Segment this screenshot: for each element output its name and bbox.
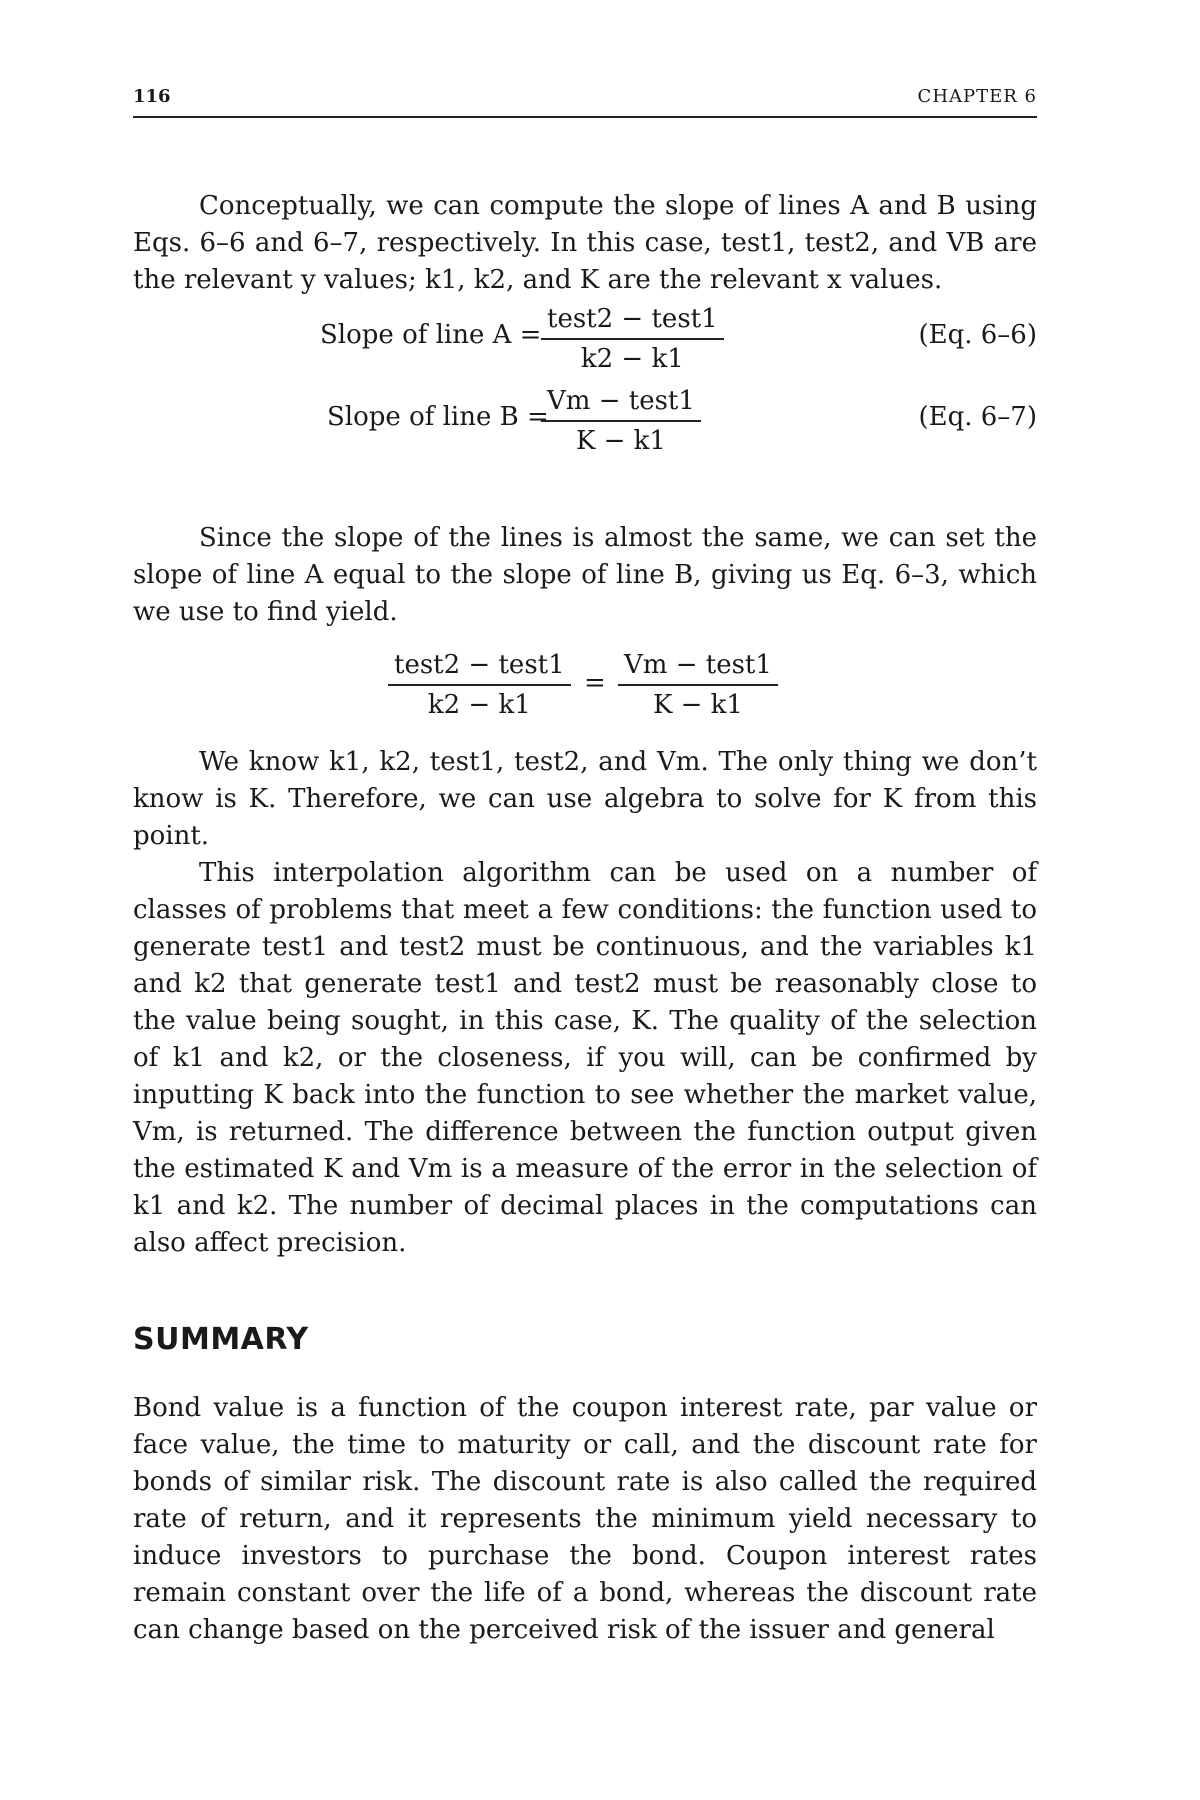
paragraph-summary: Bond value is a function of the coupon interest rate, par value or face value, the time to maturity or call, and the discount rate for bonds of similar risk. The discount rate is also called the required rate of return, and it represents the minimum yield necessary to induce investors to purchase the bond. Coupon interest rates remain constant over the life of a bond, whereas the discount rate can change based on the perceived risk of the issuer and general xyxy=(133,1393,1037,1645)
fraction-denominator: K − k1 xyxy=(575,426,666,456)
fraction-denominator: k2 − k1 xyxy=(580,344,684,374)
equation-tag: (Eq. 6–6) xyxy=(918,320,1037,350)
fraction-numerator: test2 − test1 xyxy=(541,302,724,340)
fraction-denominator: k2 − k1 xyxy=(427,690,531,720)
equation-6-6 xyxy=(133,302,1037,382)
equals-sign: = xyxy=(584,668,606,698)
chapter-label: CHAPTER 6 xyxy=(917,86,1037,107)
fraction-left xyxy=(388,648,571,722)
fraction-numerator: Vm − test1 xyxy=(541,384,701,422)
equation-lhs: Slope of line A = xyxy=(320,320,542,350)
fraction xyxy=(541,384,701,458)
paragraph-equal-slopes: Since the slope of the lines is almost the same, we can set the slope of line A equal to the slope of line B, giving us Eq. 6–3, which we use to find yield. xyxy=(133,523,1037,627)
equation-lhs: Slope of line B = xyxy=(327,402,549,432)
section-heading-summary: SUMMARY xyxy=(133,1322,309,1357)
fraction-numerator: test2 − test1 xyxy=(388,648,571,686)
fraction-denominator: K − k1 xyxy=(652,690,743,720)
paragraph-interpolation: This interpolation algorithm can be used on a number of classes of problems that meet a few conditions: the function used to generate test1 and test2 must be continuous, and the variables k1 and k2 that generate test1 and test2 must be reasonably close to the value being sought, in this case, K. The quality of the selection of k1 and k2, or the closeness, if you will, can be confirmed by inputting K back into the function to see whether the market value, Vm, is returned. The difference between the function output given the estimated K and Vm is a measure of the error in the selection of k1 and k2. The number of decimal places in the computations can also affect precision. xyxy=(133,858,1037,1258)
equation-tag: (Eq. 6–7) xyxy=(918,402,1037,432)
paragraph-known-values: We know k1, k2, test1, test2, and Vm. The only thing we don’t know is K. Therefore, we can use algebra to solve for K from this point. xyxy=(133,747,1037,851)
page-number: 116 xyxy=(133,86,171,107)
fraction xyxy=(541,302,724,376)
fraction-numerator: Vm − test1 xyxy=(618,648,778,686)
fraction-right xyxy=(618,648,778,722)
equation-6-7 xyxy=(133,384,1037,464)
running-header xyxy=(133,86,1037,118)
paragraph-slope-intro: Conceptually, we can compute the slope of lines A and B using Eqs. 6–6 and 6–7, respectively. In this case, test1, test2, and VB are the relevant y values; k1, k2, and K are the relevant x values. xyxy=(133,191,1037,295)
equation-equal-slopes xyxy=(133,648,1037,728)
